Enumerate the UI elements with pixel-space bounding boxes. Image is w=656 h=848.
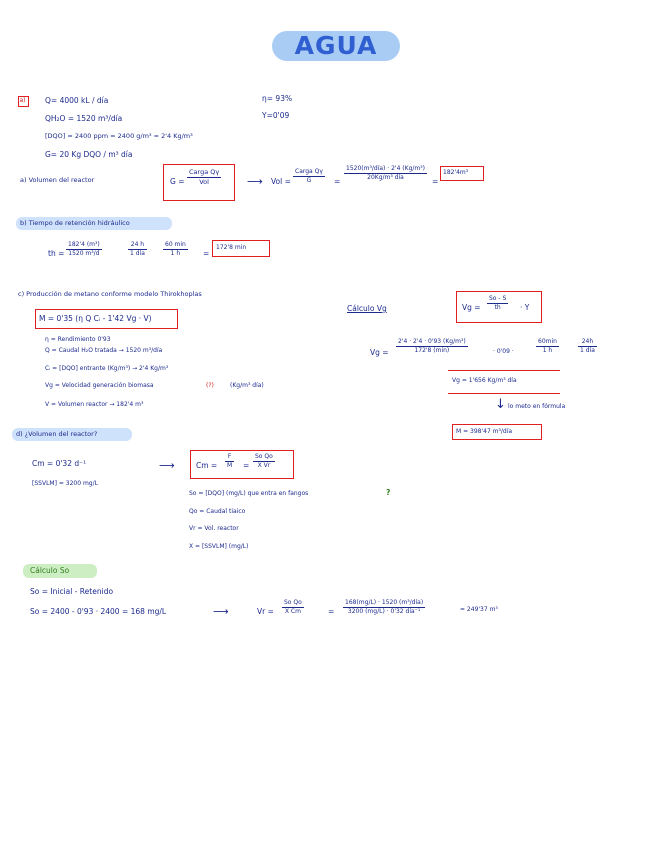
given-dqo: [DQO] = 2400 ppm = 2400 g/m³ = 2'4 Kg/m³ — [45, 132, 193, 140]
vg-formula-numerator: So - S — [489, 295, 507, 302]
def-vg-units: (Kg/m³ día) — [230, 382, 264, 389]
vg-calc-f3-numerator: 24h — [578, 339, 597, 347]
def-so-question: ? — [386, 488, 391, 497]
vg-calc-f2-numerator: 60min — [538, 338, 557, 345]
def-v: V = Volumen reactor → 182'4 m³ — [45, 401, 144, 408]
vr-denominator: X Cm — [284, 608, 301, 615]
so-calc: So = 2400 - 0'93 · 2400 = 168 mg/L — [30, 607, 167, 616]
th-fraction-2 — [128, 242, 147, 257]
cm-f-numerator: F — [225, 454, 234, 462]
vg-calc-lhs: Vg = — [370, 348, 389, 357]
cm-s-numerator: So Qo — [255, 453, 273, 460]
vg-formula-lhs: Vg = — [462, 303, 481, 312]
cm-formula-fraction-1 — [225, 454, 234, 469]
vol-lhs: Vol = — [271, 177, 291, 186]
cm-formula-fraction-2 — [253, 454, 275, 469]
th-f2-numerator: 24 h — [128, 242, 147, 250]
cm-formula-equals: = — [243, 461, 250, 470]
vg-calc-fraction-2 — [536, 339, 559, 354]
vr-calc-numerator: 168(mg/L) · 1520 (m³/día) — [345, 599, 424, 606]
vol-equals-2: = — [432, 177, 439, 186]
formula-m: M = 0'35 (η Q Cᵢ - 1'42 Vg · V) — [39, 314, 152, 323]
given-y: Y=0'09 — [262, 111, 290, 120]
def-q: Q = Caudal H₂O tratada → 1520 m³/día — [45, 347, 163, 354]
given-q: Q= 4000 kL / día — [45, 96, 109, 105]
vr-lhs: Vr = — [257, 607, 274, 616]
def-eta: η = Rendimiento 0'93 — [45, 336, 111, 343]
vol-calc-fraction — [344, 166, 427, 181]
th-fraction-3 — [163, 242, 188, 257]
vr-calc-fraction — [343, 600, 425, 615]
cm-s-denominator: X Vr — [257, 462, 271, 469]
th-fraction-1 — [66, 242, 102, 257]
arrow-to-vol: ⟶ — [247, 175, 263, 188]
arrow-to-cm: ⟶ — [159, 459, 175, 472]
th-result: 172'8 min — [216, 244, 247, 251]
calc-so-label: Cálculo So — [30, 566, 70, 575]
formula-g-fraction — [187, 169, 221, 185]
vol-calc-denominator: 20Kg/m³ día — [367, 174, 404, 181]
so-definition: So = Inicial - Retenido — [30, 587, 114, 596]
vol-numerator: Carga Qγ — [295, 168, 323, 175]
vr-result: = 249'37 m³ — [460, 606, 498, 613]
arrow-to-vr: ⟶ — [213, 605, 229, 618]
vr-equals: = — [328, 607, 335, 616]
substitute-note: lo meto en fórmula — [508, 403, 566, 410]
def-vr: Vr = Vol. reactor — [189, 525, 239, 532]
vg-calc-fraction-3 — [578, 339, 597, 354]
def-so: So = [DQO] (mg/L) que entra en fangos — [189, 490, 309, 497]
given-cm: Cm = 0'32 d⁻¹ — [32, 459, 87, 468]
th-equals: = — [203, 249, 210, 258]
vg-formula-denominator: th — [494, 304, 501, 311]
vg-calc-numerator: 2'4 · 2'4 · 0'93 (Kg/m³) — [398, 338, 466, 345]
cm-formula-lhs: Cm = — [196, 461, 218, 470]
vr-numerator: So Qo — [284, 599, 302, 606]
vg-calc-denominator: 172'8 (min) — [414, 347, 450, 354]
def-vg: Vg = Velocidad generación biomasa — [45, 382, 154, 389]
section-a-number: a) — [19, 97, 26, 104]
vg-formula-rhs: · Y — [520, 303, 530, 312]
formula-g-numerator: Carga Qγ — [189, 168, 220, 176]
vg-calc-f3-denominator: 1 día — [580, 347, 595, 354]
given-qh2o: QH₂O = 1520 m³/día — [45, 114, 123, 123]
vr-fraction — [282, 600, 304, 615]
def-ci: Cᵢ = [DQO] entrante (Kg/m³) → 2'4 Kg/m³ — [45, 365, 169, 372]
vg-result-underline-bottom — [448, 393, 560, 394]
vol-fraction — [293, 169, 325, 184]
question-c-label: c) Producción de metano conforme modelo Thirokhoplas — [18, 290, 202, 298]
vg-calc-fraction — [396, 339, 468, 354]
question-d-label: d) ¿Volumen del reactor? — [16, 430, 98, 438]
def-vg-question: (?) — [206, 382, 214, 389]
page-title: AGUA — [294, 31, 378, 60]
formula-g-denominator: Vol — [199, 177, 209, 186]
th-f1-numerator: 182'4 (m³) — [68, 241, 100, 248]
vol-calc-numerator: 1520(m³/día) · 2'4 (Kg/m³) — [346, 165, 425, 172]
given-ssvlm: [SSVLM] = 3200 mg/L — [32, 480, 98, 487]
vr-calc-denominator: 3200 (mg/L) · 0'32 día⁻¹ — [347, 608, 421, 615]
def-x: X = [SSVLM] (mg/L) — [189, 543, 249, 550]
th-f1-denominator: 1520 m³/d — [68, 250, 100, 257]
th-f3-numerator: 60 min — [165, 241, 186, 248]
th-f3-denominator: 1 h — [170, 250, 181, 257]
substitute-arrow: ↓ — [495, 397, 506, 412]
cm-f-denominator: M — [227, 462, 233, 469]
vg-result-underline-top — [448, 370, 560, 371]
question-b-label: b) Tiempo de retención hidráulico — [20, 219, 130, 227]
given-eta: η= 93% — [262, 94, 293, 103]
th-f2-denominator: 1 día — [130, 250, 145, 257]
vg-calc-y: · 0'09 · — [493, 348, 514, 355]
def-qo: Qo = Caudal tiaico — [189, 508, 246, 515]
question-a-label: a) Volumen del reactor — [20, 176, 95, 184]
vol-result: 182'4m³ — [443, 169, 469, 176]
vg-calc-f2-denominator: 1 h — [542, 347, 553, 354]
vg-formula-fraction — [487, 296, 508, 311]
th-lhs: th = — [48, 249, 65, 258]
given-g: G= 20 Kg DQO / m³ día — [45, 150, 133, 159]
formula-g-lhs: G = — [170, 177, 185, 186]
vg-result: Vg = 1'656 Kg/m³ día — [452, 377, 517, 384]
vol-denominator: G — [306, 177, 312, 184]
m-result: M = 398'47 m³/día — [456, 428, 513, 435]
vol-equals: = — [334, 177, 341, 186]
calc-vg-label: Cálculo Vg — [347, 304, 387, 313]
